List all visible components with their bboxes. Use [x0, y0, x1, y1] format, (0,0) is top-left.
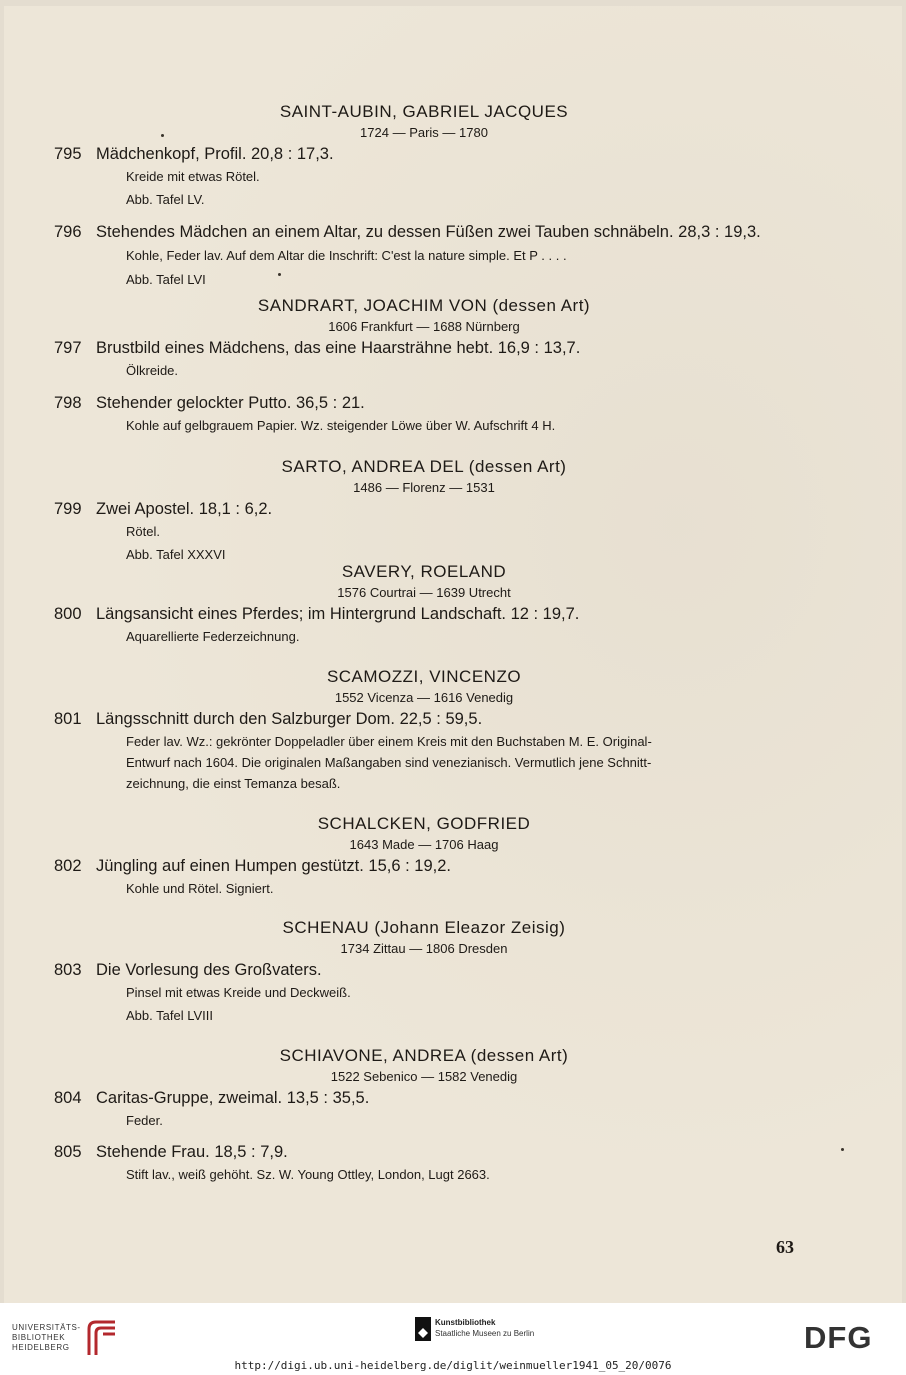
- dfg-logo-text: DFG: [804, 1323, 873, 1351]
- artist-dates: 1486 — Florenz — 1531: [353, 480, 495, 495]
- artist-dates: 1724 — Paris — 1780: [360, 125, 488, 140]
- artist-dates: 1606 Frankfurt — 1688 Nürnberg: [328, 319, 520, 334]
- artist-heading: SAINT-AUBIN, GABRIEL JACQUES: [279, 102, 569, 121]
- lot-note: Abb. Tafel LVIII: [126, 1008, 213, 1023]
- library-line: HEIDELBERG: [12, 1343, 70, 1352]
- lot-number: 795: [54, 145, 82, 163]
- artist-heading: SARTO, ANDREA DEL (dessen Art): [281, 457, 567, 476]
- lot-title: Mädchenkopf, Profil. 20,8 : 17,3.: [96, 145, 334, 163]
- lot-note: Abb. Tafel LV.: [126, 192, 205, 207]
- page-number: 63: [776, 1237, 794, 1257]
- artist-heading: SAVERY, ROELAND: [341, 562, 507, 581]
- lot-note: Kohle, Feder lav. Auf dem Altar die Inschrift: C'est la nature simple. Et P . . . .: [126, 248, 567, 263]
- library-line: UNIVERSITÄTS-: [12, 1323, 81, 1332]
- artist-dates: 1643 Made — 1706 Haag: [349, 837, 499, 852]
- lot-title: Brustbild eines Mädchens, das eine Haarsträhne hebt. 16,9 : 13,7.: [96, 339, 581, 357]
- lot-title: Stehendes Mädchen an einem Altar, zu dessen Füßen zwei Tauben schnäbeln. 28,3 : 19,3.: [96, 223, 761, 241]
- lot-note: Ölkreide.: [126, 363, 179, 378]
- kunstbibliothek-subtitle: Staatliche Museen zu Berlin: [435, 1329, 535, 1338]
- library-line: BIBLIOTHEK: [12, 1333, 66, 1342]
- artist-heading: SCHALCKEN, GODFRIED: [317, 814, 531, 833]
- viewer-footer: [0, 1303, 906, 1375]
- dust-speck: [278, 273, 281, 276]
- artist-dates: 1522 Sebenico — 1582 Venedig: [330, 1069, 518, 1084]
- artist-dates: 1576 Courtrai — 1639 Utrecht: [337, 585, 511, 600]
- lot-number: 798: [54, 394, 82, 412]
- lot-title: Längsansicht eines Pferdes; im Hintergrund Landschaft. 12 : 19,7.: [96, 605, 580, 623]
- lot-note: Kohle auf gelbgrauem Papier. Wz. steigender Löwe über W. Aufschrift 4 H.: [126, 418, 556, 433]
- lot-title: Stehender gelockter Putto. 36,5 : 21.: [96, 394, 365, 412]
- kunstbibliothek-title: Kunstbibliothek: [435, 1318, 496, 1327]
- lot-note: Feder.: [126, 1113, 163, 1128]
- artist-heading: SCHENAU (Johann Eleazor Zeisig): [282, 918, 566, 937]
- lot-title: Längsschnitt durch den Salzburger Dom. 22,5 : 59,5.: [96, 710, 483, 728]
- lot-note: Abb. Tafel XXXVI: [126, 547, 226, 562]
- dust-speck: [161, 134, 164, 137]
- lot-number: 799: [54, 500, 82, 518]
- catalog-content: [4, 6, 902, 1303]
- catalog-page: [4, 6, 902, 1303]
- lot-number: 802: [54, 857, 82, 875]
- lot-title: Zwei Apostel. 18,1 : 6,2.: [96, 500, 273, 518]
- lot-number: 801: [54, 710, 82, 728]
- lot-number: 796: [54, 223, 82, 241]
- lot-note: Aquarellierte Federzeichnung.: [126, 629, 300, 644]
- lot-note: zeichnung, die einst Temanza besaß.: [126, 776, 341, 791]
- heidelberg-library-logo[interactable]: [12, 1319, 122, 1359]
- lot-number: 805: [54, 1143, 82, 1161]
- lot-note: Kohle und Rötel. Signiert.: [126, 881, 274, 896]
- lot-title: Caritas-Gruppe, zweimal. 13,5 : 35,5.: [96, 1089, 370, 1107]
- artist-heading: SANDRART, JOACHIM VON (dessen Art): [257, 296, 591, 315]
- lot-number: 800: [54, 605, 82, 623]
- artist-heading: SCHIAVONE, ANDREA (dessen Art): [279, 1046, 569, 1065]
- permalink-url[interactable]: http://digi.ub.uni-heidelberg.de/diglit/weinmueller1941_05_20/0076: [234, 1359, 672, 1372]
- lot-note: Rötel.: [126, 524, 160, 539]
- kunstbibliothek-logo[interactable]: [415, 1317, 615, 1347]
- lot-number: 797: [54, 339, 82, 357]
- lot-title: Jüngling auf einen Humpen gestützt. 15,6 : 19,2.: [96, 857, 451, 875]
- library-emblem-icon: [85, 1319, 119, 1357]
- lot-note: Abb. Tafel LVI: [126, 272, 206, 287]
- lot-note: Feder lav. Wz.: gekrönter Doppeladler über einem Kreis mit den Buchstaben M. E. Original-: [126, 734, 652, 749]
- lot-note: Entwurf nach 1604. Die originalen Maßangaben sind venezianisch. Vermutlich jene Schnitt-: [126, 755, 652, 770]
- artist-dates: 1734 Zittau — 1806 Dresden: [340, 941, 508, 956]
- lot-title: Stehende Frau. 18,5 : 7,9.: [96, 1143, 288, 1161]
- lot-number: 804: [54, 1089, 82, 1107]
- lot-note: Pinsel mit etwas Kreide und Deckweiß.: [126, 985, 351, 1000]
- artist-dates: 1552 Vicenza — 1616 Venedig: [334, 690, 514, 705]
- kunstbibliothek-icon: [415, 1317, 431, 1341]
- lot-note: Kreide mit etwas Rötel.: [126, 169, 260, 184]
- lot-number: 803: [54, 961, 82, 979]
- artist-heading: SCAMOZZI, VINCENZO: [326, 667, 522, 686]
- dust-speck: [841, 1148, 844, 1151]
- library-name: [12, 1323, 81, 1353]
- lot-title: Die Vorlesung des Großvaters.: [96, 961, 322, 979]
- dfg-logo[interactable]: [804, 1323, 892, 1351]
- lot-note: Stift lav., weiß gehöht. Sz. W. Young Ottley, London, Lugt 2663.: [126, 1167, 490, 1182]
